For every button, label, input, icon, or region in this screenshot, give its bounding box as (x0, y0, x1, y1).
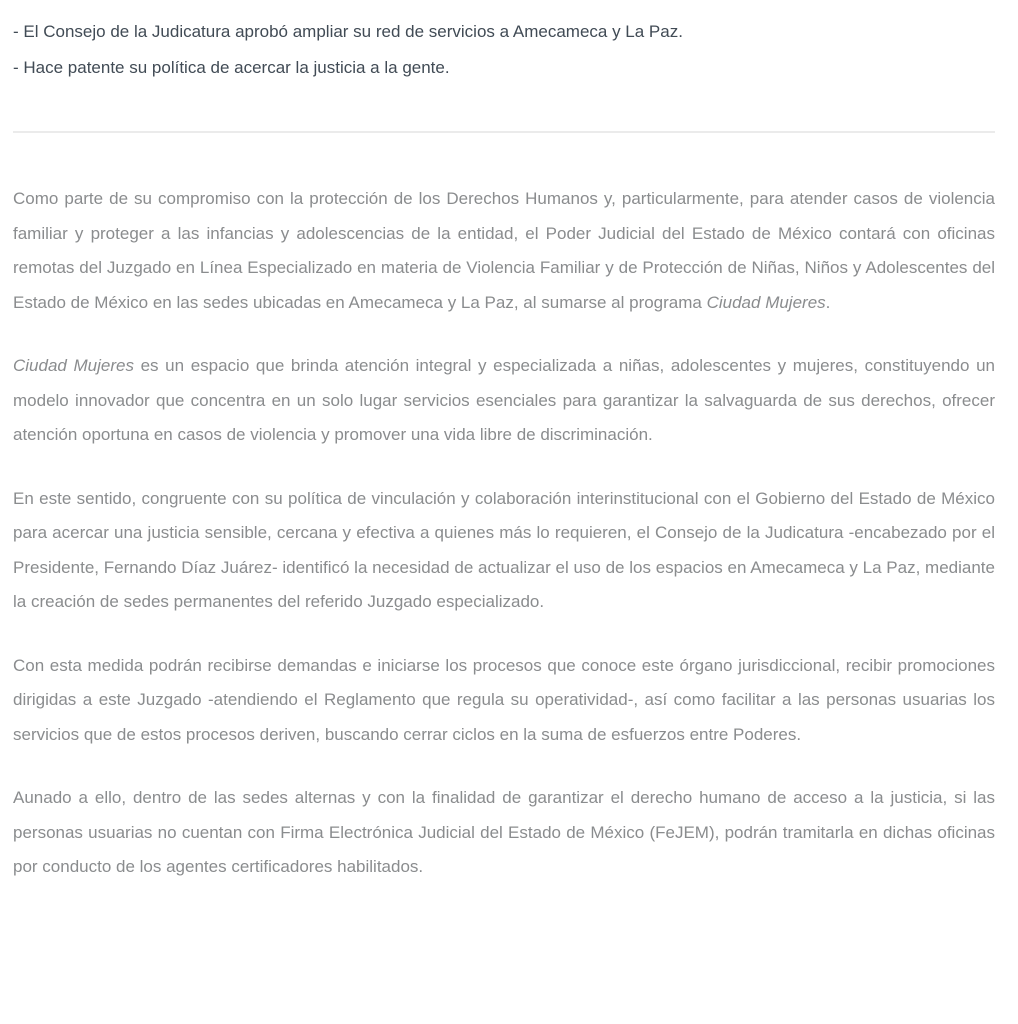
program-name-italic: Ciudad Mujeres (706, 292, 826, 312)
summary-line-1: - El Consejo de la Judicatura aprobó ampliar su red de servicios a Amecameca y La Paz. (13, 22, 683, 41)
program-name-italic: Ciudad Mujeres (13, 356, 134, 375)
section-divider (13, 131, 995, 133)
paragraph (13, 182, 995, 320)
paragraph-text: Aunado a ello, dentro de las sedes alternas y con la finalidad de garantizar el derecho humano de acceso a la justicia, si las personas usuarias no cuentan con Firma Electrónica Judicial del Estado de México (FeJEM), podrán tramitarla en dichas oficinas por conducto de los agentes certificadores habilitados. (13, 788, 995, 876)
paragraph-text: Con esta medida podrán recibirse demandas e iniciarse los procesos que conoce este órgano jurisdiccional, recibir promociones dirigidas a este Juzgado -atendiendo el Reglamento que regula su operatividad-, así como facilitar a las personas usuarias los servicios que de estos procesos deriven, buscando cerrar ciclos en la suma de esfuerzos entre Poderes. (13, 655, 995, 744)
paragraph (13, 649, 995, 753)
paragraph-text: En este sentido, congruente con su política de vinculación y colaboración interinstitucional con el Gobierno del Estado de México para acercar una justicia sensible, cercana y efectiva a quienes más lo requieren, el Consejo de la Judicatura -encabezado por el Presidente, Fernando Díaz Juárez- identificó la necesidad de actualizar el uso de los espacios en Amecameca y La Paz, mediante la creación de sedes permanentes del referido Juzgado especializado. (13, 488, 995, 611)
paragraph-text: Como parte de su compromiso con la protección de los Derechos Humanos y, particularmente, para atender casos de violencia familiar y proteger a las infancias y adolescencias de la entidad, el Poder Judicial del Estado de México contará con oficinas remotas del Juzgado en Línea Especializado en materia de Violencia Familiar y de Protección de Niñas, Niños y Adolescentes del Estado de México en las sedes ubicadas en Amecameca y La Paz, al sumarse al programa (13, 189, 995, 312)
paragraph (13, 482, 995, 620)
summary-line-2: - Hace patente su política de acercar la justicia a la gente. (13, 58, 450, 77)
paragraph (13, 349, 995, 453)
paragraph (13, 781, 995, 885)
article-body (13, 182, 995, 885)
paragraph-text: es un espacio que brinda atención integral y especializada a niñas, adolescentes y mujeres, constituyendo un modelo innovador que concentra en un solo lugar servicios esenciales para garantizar la salvaguarda de sus derechos, ofrecer atención oportuna en casos de violencia y promover una vida libre de discriminación. (13, 356, 995, 444)
paragraph-text: . (825, 292, 831, 312)
article-summary (13, 14, 995, 86)
